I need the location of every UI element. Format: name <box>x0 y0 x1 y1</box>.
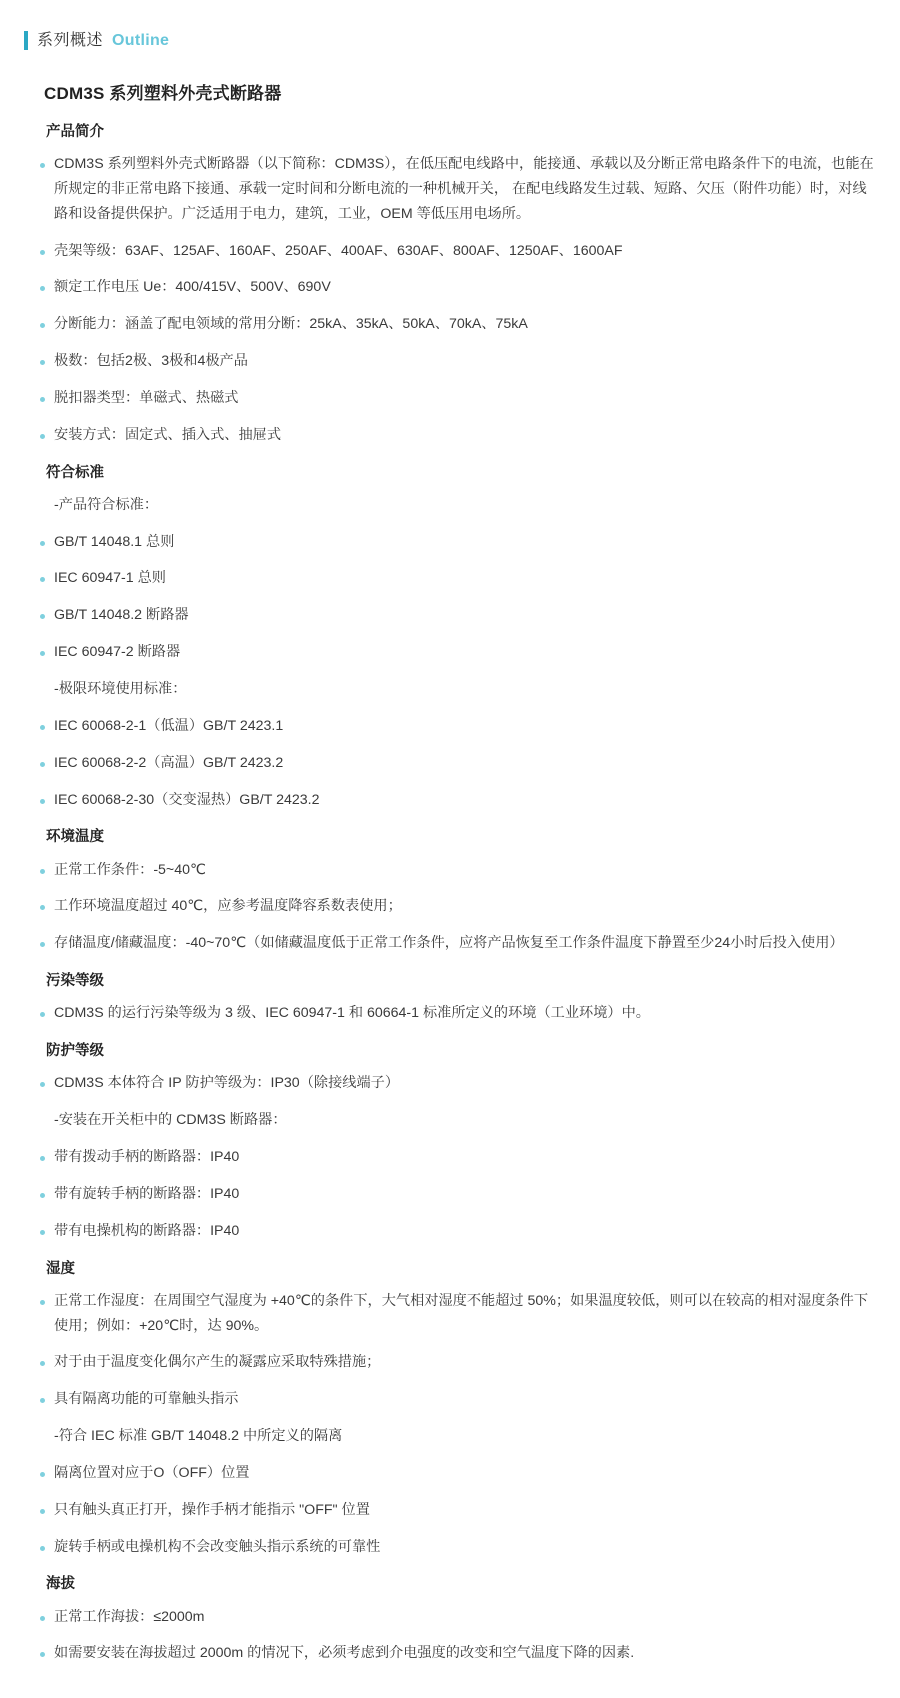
list-item: 带有拨动手柄的断路器：IP40 <box>24 1145 876 1170</box>
list-item: 具有隔离功能的可靠触头指示 <box>24 1387 876 1412</box>
list-item: 旋转手柄或电操机构不会改变触头指示系统的可靠性 <box>24 1535 876 1560</box>
list-item: 对于由于温度变化偶尔产生的凝露应采取特殊措施； <box>24 1350 876 1375</box>
list-item: 额定工作电压 Ue：400/415V、500V、690V <box>24 275 876 300</box>
section-title-cn: 系列概述 <box>37 32 104 49</box>
list-item: 隔离位置对应于O（OFF）位置 <box>24 1461 876 1486</box>
standards-extreme-label: -极限环境使用标准： <box>54 680 187 697</box>
list-item: 正常工作海拔：≤2000m <box>24 1605 876 1630</box>
heading-humidity: 湿度 <box>46 1260 75 1277</box>
list-item: CDM3S 本体符合 IP 防护等级为：IP30（除接线端子） <box>24 1071 876 1096</box>
list-item: 存储温度/储藏温度：-40~70℃（如储藏温度低于正常工作条件，应将产品恢复至工作条件温度下静置至少24小时后投入使用） <box>24 931 876 956</box>
list-item: 带有旋转手柄的断路器：IP40 <box>24 1182 876 1207</box>
heading-ambient-temperature: 环境温度 <box>46 829 104 846</box>
list-item: CDM3S 的运行污染等级为 3 级、IEC 60947-1 和 60664-1 标准所定义的环境（工业环境）中。 <box>24 1001 876 1026</box>
protection-cabinet-label: -安装在开关柜中的 CDM3S 断路器： <box>54 1112 287 1129</box>
list-item: 只有触头真正打开，操作手柄才能指示 "OFF" 位置 <box>24 1498 876 1523</box>
list-item: IEC 60947-2 断路器 <box>24 640 876 665</box>
heading-altitude: 海拔 <box>46 1576 75 1593</box>
page-title: CDM3S 系列塑料外壳式断路器 <box>44 83 282 103</box>
accent-bar-icon <box>24 31 28 50</box>
list-item: 工作环境温度超过 40℃，应参考温度降容系数表使用； <box>24 894 876 919</box>
list-item: 分断能力：涵盖了配电领域的常用分断：25kA、35kA、50kA、70kA、75kA <box>24 312 876 337</box>
list-item: IEC 60068-2-30（交变湿热）GB/T 2423.2 <box>24 788 876 813</box>
standards-product-label: -产品符合标准： <box>54 496 159 513</box>
list-item: IEC 60947-1 总则 <box>24 566 876 591</box>
heading-intro: 产品简介 <box>46 123 104 140</box>
list-item: CDM3S 系列塑料外壳式断路器（以下简称：CDM3S），在低压配电线路中，能接通、承载以及分断正常电路条件下的电流，也能在所规定的非正常电路下接通、承载一定时间和分断电流的一种机械开关， 在配电线路发生过载、短路、欠压（附件功能）时，对线路和设备提供保护。广泛适用于电力，建筑，工业，OEM 等低压用电场所。 <box>24 152 876 227</box>
humidity-isolation-label: -符合 IEC 标准 GB/T 14048.2 中所定义的隔离 <box>54 1428 343 1445</box>
list-item: 安装方式：固定式、插入式、抽屉式 <box>24 423 876 448</box>
list-item: 极数：包括2极、3极和4极产品 <box>24 349 876 374</box>
list-item: IEC 60068-2-1（低温）GB/T 2423.1 <box>24 714 876 739</box>
heading-standards: 符合标准 <box>46 464 104 481</box>
list-item: 正常工作条件：-5~40℃ <box>24 858 876 883</box>
list-item: 如需要安装在海拔超过 2000m 的情况下，必须考虑到介电强度的改变和空气温度下降的因素. <box>24 1641 876 1666</box>
heading-protection-level: 防护等级 <box>46 1043 104 1060</box>
list-item: GB/T 14048.2 断路器 <box>24 603 876 628</box>
list-item: IEC 60068-2-2（高温）GB/T 2423.2 <box>24 751 876 776</box>
list-item: 脱扣器类型：单磁式、热磁式 <box>24 386 876 411</box>
list-item: 壳架等级：63AF、125AF、160AF、250AF、400AF、630AF、800AF、1250AF、1600AF <box>24 239 876 264</box>
list-item: 带有电操机构的断路器：IP40 <box>24 1219 876 1244</box>
section-header <box>24 28 876 54</box>
section-title-en: Outline <box>112 32 170 49</box>
list-item: GB/T 14048.1 总则 <box>24 530 876 555</box>
list-item: 正常工作湿度：在周围空气湿度为 +40℃的条件下，大气相对湿度不能超过 50%；如果温度较低，则可以在较高的相对湿度条件下使用；例如：+20℃时，达 90%。 <box>24 1289 876 1339</box>
heading-pollution-level: 污染等级 <box>46 973 104 990</box>
